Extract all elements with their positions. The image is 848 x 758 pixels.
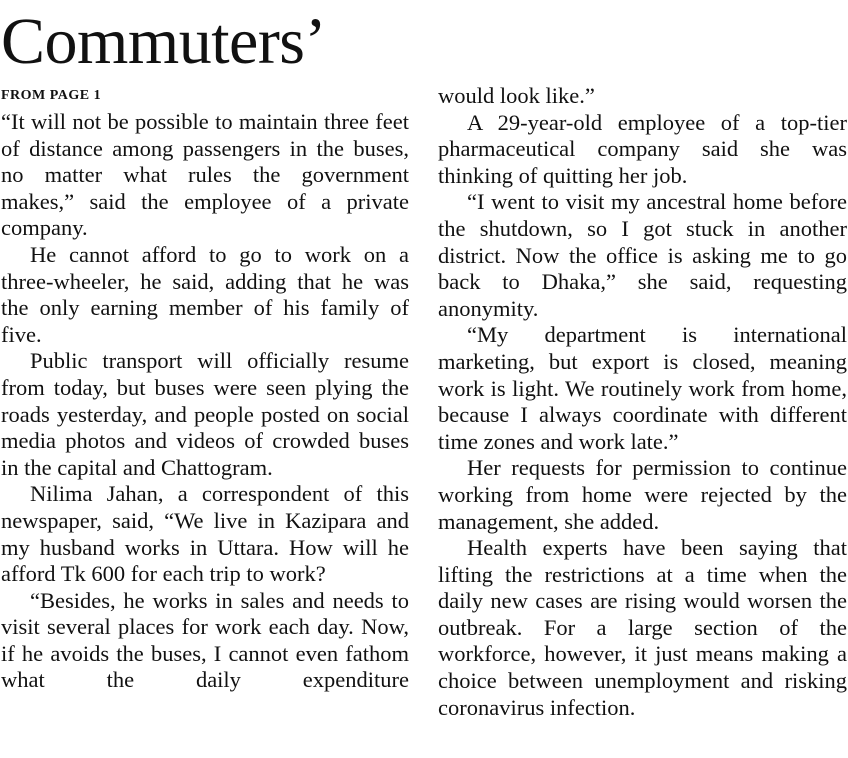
paragraph: “It will not be possible to maintain three feet of distance among passengers in the buses, no matter what rules the government makes,” said the employee of a private company. [1,109,409,241]
paragraph: He cannot afford to go to work on a three-wheeler, he said, adding that he was the only earning member of his family of five. [1,241,409,347]
paragraph-continuation: would look like.” [438,83,595,108]
paragraph: “Besides, he works in sales and needs to visit several places for work each day. Now, if he avoids the buses, I cannot even fathom what the daily expenditure [1,587,409,693]
article-headline: Commuters’ [1,5,326,78]
paragraph: “I went to visit my ancestral home before the shutdown, so I got stuck in another district. Now the office is asking me to go back to Dhaka,” she said, requesting anonymity. [438,189,847,321]
paragraph: Public transport will officially resume from today, but buses were seen plying the roads yesterday, and people posted on social media photos and videos of crowded buses in the capital and Chattogram. [1,348,409,480]
paragraph: A 29-year-old employee of a top-tier pharmaceutical company said she was thinking of quitting her job. [438,109,847,188]
paragraph: Her requests for permission to continue working from home were rejected by the management, she added. [438,455,847,534]
right-column [438,83,847,721]
paragraph: Health experts have been saying that lifting the restrictions at a time when the daily new cases are rising would worsen the outbreak. For a large section of the workforce, however, it just means making a choice between unemployment and risking coronavirus infection. [438,535,847,720]
left-column [1,83,409,694]
paragraph: “My department is international marketing, but export is closed, meaning work is light. We routinely work from home, because I always coordinate with different time zones and work late.” [438,322,847,454]
jump-line: FROM PAGE 1 [1,88,102,103]
paragraph: Nilima Jahan, a correspondent of this newspaper, said, “We live in Kazipara and my husband works in Uttara. How will he afford Tk 600 for each trip to work? [1,481,409,587]
